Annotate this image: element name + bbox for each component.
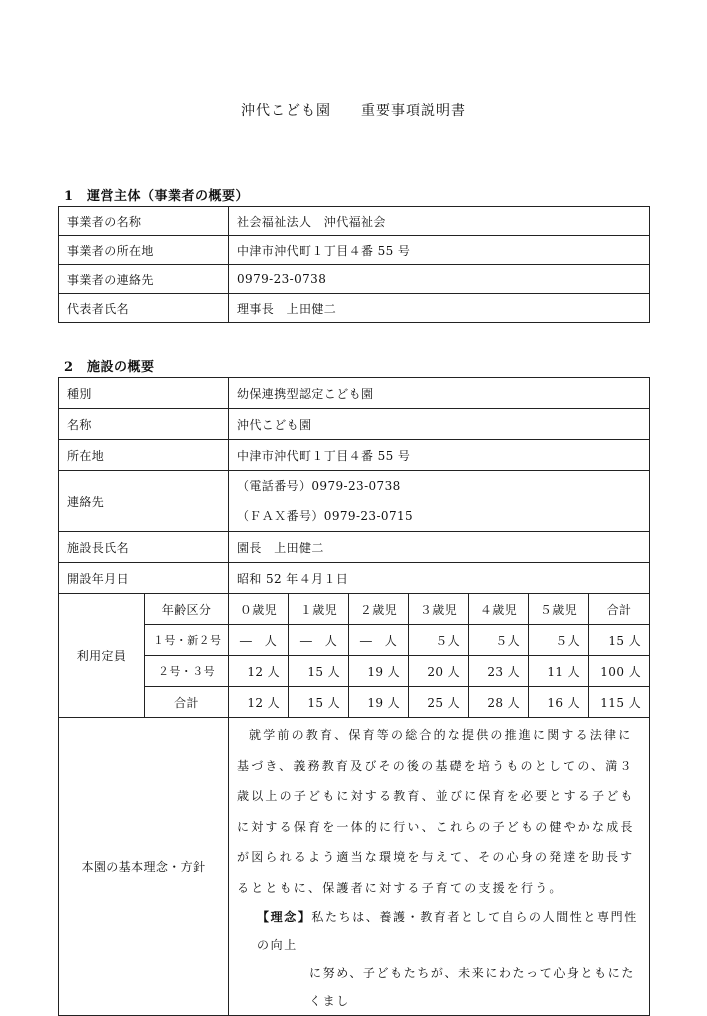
capacity-header: 年齢区分	[145, 594, 229, 625]
capacity-cell: ５人	[529, 625, 589, 656]
capacity-cell: 115 人	[589, 687, 650, 718]
table-row	[59, 656, 650, 687]
tel-number: （電話番号）0979-23-0738	[237, 479, 401, 493]
capacity-cell: 12 人	[229, 656, 289, 687]
section2-heading: 2 施設の概要	[64, 360, 155, 375]
table-row	[59, 265, 650, 294]
capacity-cell: 23 人	[469, 656, 529, 687]
rinen-tag: 【理念】	[257, 910, 312, 924]
capacity-cell: 20 人	[409, 656, 469, 687]
capacity-cell: ５人	[409, 625, 469, 656]
operator-contact-label: 事業者の連絡先	[59, 265, 229, 294]
capacity-header: ０歳児	[229, 594, 289, 625]
table-row	[59, 718, 650, 1016]
capacity-cell: 15 人	[289, 656, 349, 687]
table-row	[59, 471, 650, 532]
operator-contact-value: 0979-23-0738	[229, 265, 650, 294]
table-row	[59, 440, 650, 471]
capacity-cell: 12 人	[229, 687, 289, 718]
facility-contact-value	[229, 471, 650, 532]
fax-number: （ＦＡＸ番号）0979-23-0715	[237, 509, 414, 523]
capacity-cell: 19 人	[349, 687, 409, 718]
capacity-row-name: ２号・３号	[145, 656, 229, 687]
table-row	[59, 563, 650, 594]
capacity-cell: 16 人	[529, 687, 589, 718]
capacity-cell: ― 人	[289, 625, 349, 656]
capacity-cell: 25 人	[409, 687, 469, 718]
capacity-cell: 11 人	[529, 656, 589, 687]
table-row	[59, 294, 650, 323]
representative-label: 代表者氏名	[59, 294, 229, 323]
facility-contact-label: 連絡先	[59, 471, 229, 532]
opened-label: 開設年月日	[59, 563, 229, 594]
operator-name-label: 事業者の名称	[59, 207, 229, 236]
capacity-label: 利用定員	[59, 594, 145, 718]
philosophy-cell	[229, 718, 650, 1016]
director-value: 園長 上田健二	[229, 532, 650, 563]
capacity-header: ４歳児	[469, 594, 529, 625]
facility-name-value: 沖代こども園	[229, 409, 650, 440]
representative-value: 理事長 上田健二	[229, 294, 650, 323]
capacity-cell: 15 人	[289, 687, 349, 718]
capacity-cell: 15 人	[589, 625, 650, 656]
section1-heading: 1 運営主体（事業者の概要）	[64, 189, 250, 204]
table-row	[59, 594, 650, 625]
capacity-cell: ５人	[469, 625, 529, 656]
capacity-header: 合計	[589, 594, 650, 625]
capacity-row-name: 合計	[145, 687, 229, 718]
type-value: 幼保連携型認定こども園	[229, 378, 650, 409]
type-label: 種別	[59, 378, 229, 409]
capacity-header: ２歳児	[349, 594, 409, 625]
philosophy-label: 本園の基本理念・方針	[59, 718, 229, 1016]
operator-table	[58, 206, 650, 323]
capacity-cell: 19 人	[349, 656, 409, 687]
rinen-block	[237, 903, 643, 1015]
capacity-header: ５歳児	[529, 594, 589, 625]
facility-address-value: 中津市沖代町１丁目４番 55 号	[229, 440, 650, 471]
capacity-header: ３歳児	[409, 594, 469, 625]
capacity-cell: 100 人	[589, 656, 650, 687]
capacity-cell: ― 人	[229, 625, 289, 656]
table-row	[59, 409, 650, 440]
operator-address-label: 事業者の所在地	[59, 236, 229, 265]
facility-name-label: 名称	[59, 409, 229, 440]
capacity-cell: 28 人	[469, 687, 529, 718]
capacity-header: １歳児	[289, 594, 349, 625]
facility-address-label: 所在地	[59, 440, 229, 471]
document-title: 沖代こども園 重要事項説明書	[241, 103, 466, 119]
capacity-cell: ― 人	[349, 625, 409, 656]
operator-address-value: 中津市沖代町１丁目４番 55 号	[229, 236, 650, 265]
table-row	[59, 687, 650, 718]
table-row	[59, 236, 650, 265]
table-row	[59, 532, 650, 563]
table-row	[59, 378, 650, 409]
opened-value: 昭和 52 年４月１日	[229, 563, 650, 594]
facility-table	[58, 377, 650, 1016]
rinen-line: に努め、子どもたちが、未来にわたって心身ともにたくまし	[309, 966, 635, 1008]
capacity-row-name: １号・新２号	[145, 625, 229, 656]
table-row	[59, 207, 650, 236]
director-label: 施設長氏名	[59, 532, 229, 563]
operator-name-value: 社会福祉法人 沖代福祉会	[229, 207, 650, 236]
philosophy-text: 就学前の教育、保育等の総合的な提供の推進に関する法律に基づき、義務教育及びその後の基礎を培うものとしての、満３歳以上の子どもに対する教育、並びに保育を必要とする子どもに対する保育を一体的に行い、これらの子どもの健やかな成長が図られるよう適当な環境を与えて、その心身の発達を助長するとともに、保護者に対する子育ての支援を行う。	[237, 728, 635, 895]
table-row	[59, 625, 650, 656]
rinen-line: 私たちは、養護・教育者として自らの人間性と専門性の向上	[257, 910, 638, 952]
